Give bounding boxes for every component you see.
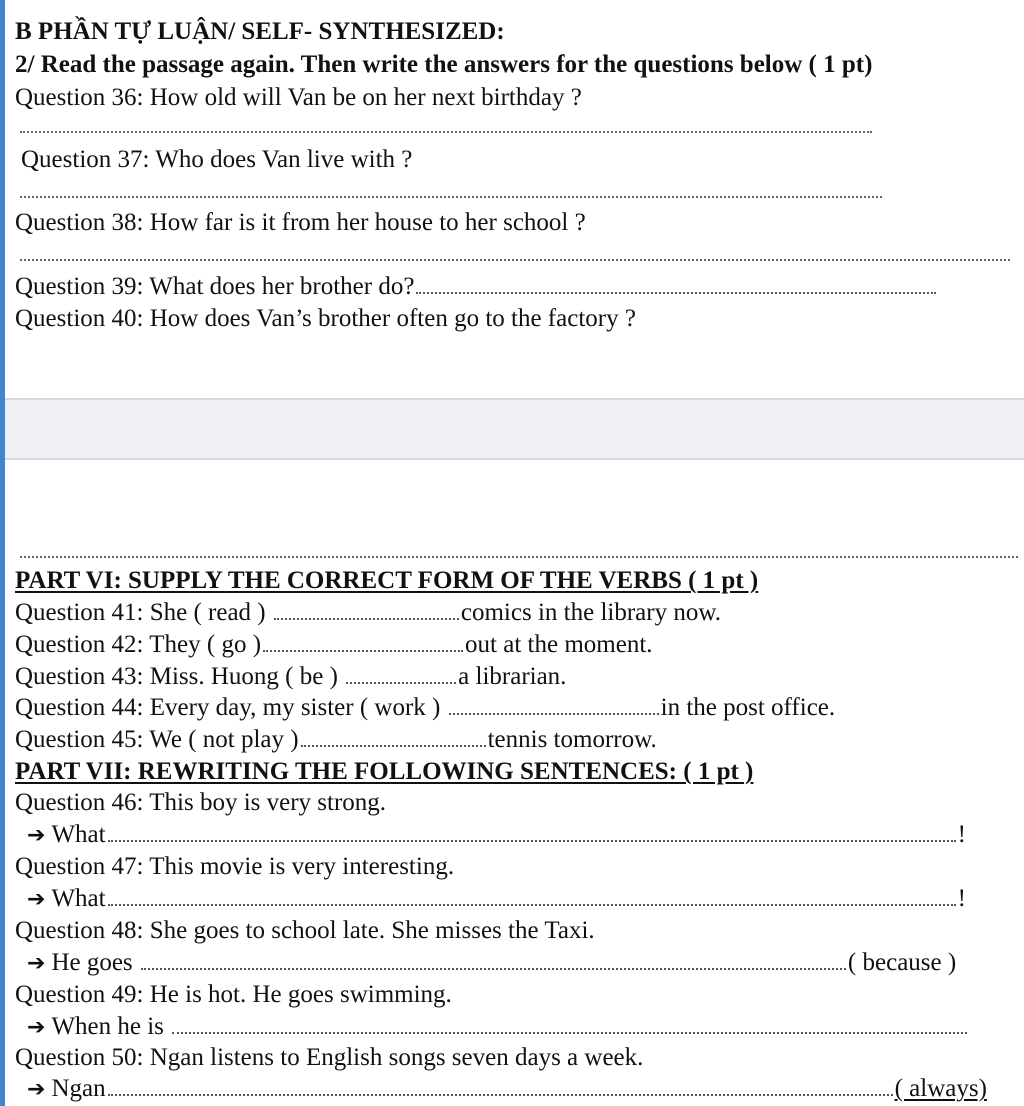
question-48: Question 48: She goes to school late. She misses the Taxi. [15, 917, 595, 944]
rewrite-line-46[interactable] [108, 838, 956, 842]
blank-44[interactable] [449, 711, 659, 715]
rewrite-47-start: What [51, 885, 106, 912]
answer-line-39[interactable] [416, 290, 936, 294]
rewrite-50 [27, 1074, 987, 1105]
rewrite-46-start: What [51, 821, 106, 848]
page-break [5, 398, 1024, 460]
part-6-heading: PART VI: SUPPLY THE CORRECT FORM OF THE VERBS ( 1 pt ) [15, 567, 759, 594]
blank-42[interactable] [263, 648, 463, 652]
rewrite-46 [27, 820, 966, 851]
blank-43[interactable] [346, 680, 456, 684]
rewrite-48-end: ( because ) [847, 949, 957, 976]
question-37: Question 37: Who does Van live with ? [21, 146, 413, 173]
arrow-right-icon: ➔ [27, 887, 46, 912]
document-page-1 [5, 0, 1024, 398]
rewrite-49-start: When he is [51, 1013, 164, 1040]
rewrite-line-47[interactable] [108, 902, 956, 906]
question-38: Question 38: How far is it from her house to her school ? [15, 209, 586, 236]
question-44-text: Question 44: Every day, my sister ( work ) [15, 694, 441, 721]
question-42 [15, 630, 653, 660]
rewrite-46-end: ! [957, 821, 966, 848]
question-45-end: tennis tomorrow. [487, 726, 657, 753]
arrow-right-icon: ➔ [27, 1077, 46, 1102]
question-45 [15, 725, 657, 755]
question-43 [15, 662, 566, 692]
answer-line-38[interactable] [20, 259, 1010, 261]
section-b-instruction: 2/ Read the passage again. Then write the answers for the questions below ( 1 pt) [15, 51, 873, 78]
question-50: Question 50: Ngan listens to English songs seven days a week. [15, 1044, 644, 1071]
question-36: Question 36: How old will Van be on her next birthday ? [15, 84, 582, 111]
rewrite-line-48[interactable] [141, 966, 846, 970]
rewrite-48-start: He goes [51, 949, 133, 976]
question-45-text: Question 45: We ( not play ) [15, 726, 299, 753]
question-40: Question 40: How does Van’s brother often go to the factory ? [15, 305, 636, 332]
question-42-end: out at the moment. [465, 631, 653, 658]
question-44-end: in the post office. [660, 694, 836, 721]
answer-line-36[interactable] [20, 131, 872, 133]
rewrite-50-start: Ngan [51, 1075, 106, 1102]
rewrite-line-50[interactable] [108, 1092, 893, 1096]
question-43-text: Question 43: Miss. Huong ( be ) [15, 663, 338, 690]
question-46: Question 46: This boy is very strong. [15, 789, 387, 816]
rewrite-47-end: ! [957, 885, 966, 912]
question-44 [15, 693, 835, 723]
question-39-text: Question 39: What does her brother do? [15, 273, 415, 300]
rewrite-48 [27, 948, 956, 979]
arrow-right-icon: ➔ [27, 951, 46, 976]
arrow-right-icon: ➔ [27, 1015, 46, 1040]
blank-45[interactable] [301, 743, 486, 747]
part-7-heading: PART VII: REWRITING THE FOLLOWING SENTENCES: ( 1 pt ) [15, 758, 754, 785]
rewrite-50-end: ( always) [894, 1075, 987, 1102]
question-41-end: comics in the library now. [460, 599, 722, 626]
question-49: Question 49: He is hot. He goes swimming. [15, 981, 452, 1008]
question-47: Question 47: This movie is very interesting. [15, 853, 455, 880]
answer-line-40[interactable] [20, 556, 1018, 558]
answer-line-37[interactable] [20, 196, 882, 198]
rewrite-49 [27, 1012, 969, 1043]
question-39 [15, 272, 938, 302]
question-42-text: Question 42: They ( go ) [15, 631, 262, 658]
question-43-end: a librarian. [458, 663, 567, 690]
rewrite-line-49[interactable] [172, 1030, 967, 1034]
document-page-2 [5, 460, 1024, 1106]
question-41 [15, 598, 721, 628]
question-41-text: Question 41: She ( read ) [15, 599, 266, 626]
blank-41[interactable] [274, 616, 459, 620]
section-b-title: B PHẦN TỰ LUẬN/ SELF- SYNTHESIZED: [15, 18, 505, 45]
arrow-right-icon: ➔ [27, 823, 46, 848]
rewrite-47 [27, 884, 966, 915]
